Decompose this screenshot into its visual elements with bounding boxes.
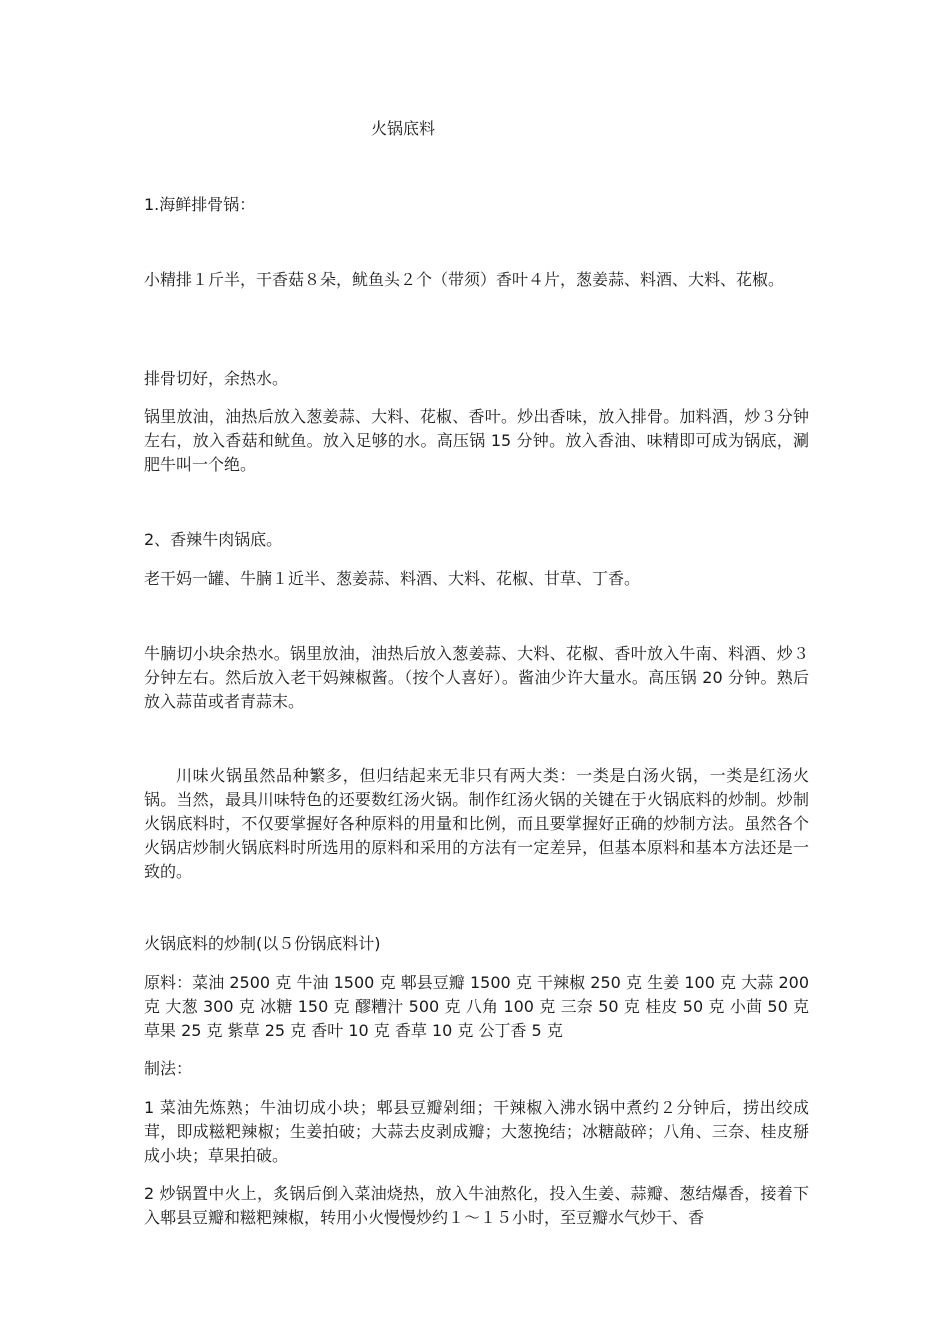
seafood-step-1-paragraph: 排骨切好，余热水。: [144, 369, 289, 388]
section-heading-seafood-pot: 1.海鲜排骨锅：: [144, 195, 256, 214]
section-heading-spicy-beef: 2、香辣牛肉锅底。: [144, 530, 283, 549]
section-heading-base-frying: 火锅底料的炒制(以５份锅底料计): [144, 934, 381, 953]
beef-ingredients-paragraph: 老干妈一罐、牛腩１近半、葱姜蒜、料酒、大料、花椒、甘草、丁香。: [144, 569, 641, 588]
method-step-2-paragraph: 2 炒锅置中火上，炙锅后倒入菜油烧热，放入牛油熬化，投入生姜、蒜瓣、葱结爆香，接着下入郫县豆瓣和糍粑辣椒，转用小火慢慢炒约１～１５小时，至豆瓣水气炒干、香: [144, 1184, 809, 1227]
beef-steps-paragraph: 牛腩切小块余热水。锅里放油，油热后放入葱姜蒜、大料、花椒、香叶放入牛南、料酒、炒３分钟左右。然后放入老干妈辣椒酱。（按个人喜好）。酱油少许大量水。高压锅 20 分钟。熟后放入蒜苗或者青蒜末。: [144, 644, 809, 711]
sichuan-hotpot-intro-paragraph: 川味火锅虽然品种繁多，但归结起来无非只有两大类：一类是白汤火锅，一类是红汤火锅。当然，最具川味特色的还要数红汤火锅。制作红汤火锅的关键在于火锅底料的炒制。炒制火锅底料时，不仅要掌握好各种原料的用量和比例，而且要掌握好正确的炒制方法。虽然各个火锅店炒制火锅底料时所选用的原料和采用的方法有一定差异，但基本原料和基本方法还是一致的。: [144, 766, 809, 881]
document-title: 火锅底料: [370, 119, 435, 138]
base-ingredients-paragraph: 原料：菜油 2500 克 牛油 1500 克 郫县豆瓣 1500 克 干辣椒 250 克 生姜 100 克 大蒜 200 克 大葱 300 克 冰糖 150 克 醪糟汁 500 克 八角 100 克 三奈 50 克 桂皮 50 克 小茴 50 克 草果 25 克 紫草 25 克 香叶 10 克 香草 10 克 公丁香 5 克: [144, 973, 809, 1040]
method-step-1-paragraph: 1 菜油先炼熟；牛油切成小块；郫县豆瓣剁细；干辣椒入沸水锅中煮约２分钟后，捞出绞成茸，即成糍粑辣椒；生姜拍破；大蒜去皮剥成瓣；大葱挽结；冰糖敲碎；八角、三奈、桂皮掰成小块；草果拍破。: [144, 1098, 809, 1165]
method-label: 制法：: [144, 1059, 193, 1078]
seafood-ingredients-paragraph: 小精排１斤半，干香菇８朵，鱿鱼头２个（带须）香叶４片，葱姜蒜、料酒、大料、花椒。: [144, 270, 785, 289]
seafood-step-2-paragraph: 锅里放油，油热后放入葱姜蒜、大料、花椒、香叶。炒出香味，放入排骨。加料酒，炒３分钟左右，放入香菇和鱿鱼。放入足够的水。高压锅 15 分钟。放入香油、味精即可成为锅底，涮肥牛叫一个绝。: [144, 407, 809, 474]
